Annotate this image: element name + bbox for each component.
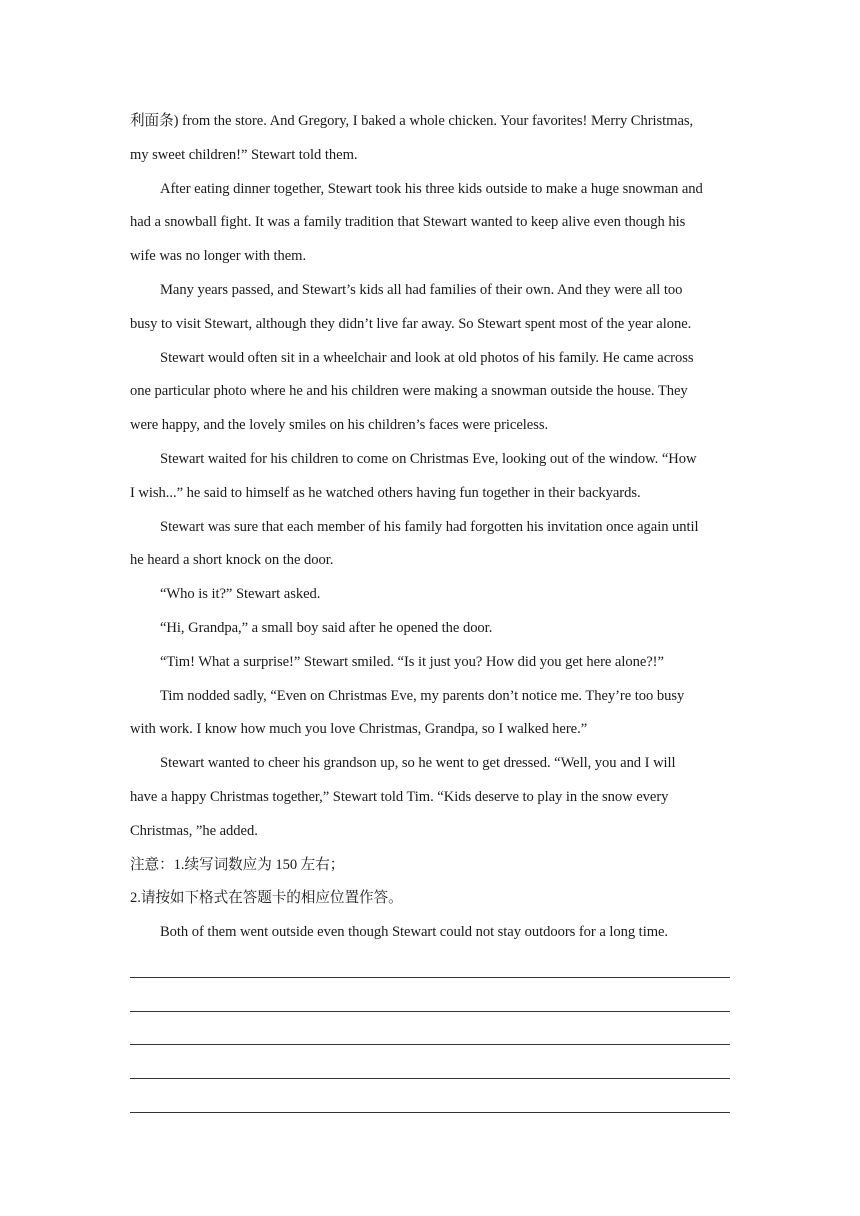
text-line: have a happy Christmas together,” Stewart told Tim. “Kids deserve to play in the snow every xyxy=(130,788,669,805)
answer-line[interactable] xyxy=(130,1018,730,1052)
text-line: busy to visit Stewart, although they didn’t live far away. So Stewart spent most of the year alone. xyxy=(130,315,692,332)
text-line: were happy, and the lovely smiles on his children’s faces were priceless. xyxy=(130,417,549,434)
answer-line[interactable] xyxy=(130,950,730,984)
document-page xyxy=(130,105,730,1119)
paragraph-start: Stewart was sure that each member of his family had forgotten his invitation once again until xyxy=(160,518,699,535)
text-line: one particular photo where he and his children were making a snowman outside the house. They xyxy=(130,383,688,400)
paragraph-start: “Tim! What a surprise!” Stewart smiled. “Is it just you? How did you get here alone?!” xyxy=(160,653,664,670)
text-line: wife was no longer with them. xyxy=(130,248,307,265)
paragraph-start: Tim nodded sadly, “Even on Christmas Eve, my parents don’t notice me. They’re too busy xyxy=(160,687,685,704)
note-line: 2.请按如下格式在答题卡的相应位置作答。 xyxy=(130,890,403,907)
text-line: had a snowball fight. It was a family tradition that Stewart wanted to keep alive even though his xyxy=(130,214,686,231)
paragraph-start: Stewart wanted to cheer his grandson up, so he went to get dressed. “Well, you and I will xyxy=(160,755,676,772)
text-line: he heard a short knock on the door. xyxy=(130,552,334,569)
paragraph-start: After eating dinner together, Stewart took his three kids outside to make a huge snowman and xyxy=(160,180,703,197)
answer-line[interactable] xyxy=(130,1051,730,1085)
text-line: my sweet children!” Stewart told them. xyxy=(130,146,358,163)
paragraph-start: Stewart waited for his children to come on Christmas Eve, looking out of the window. “How xyxy=(160,450,697,467)
paragraph-start: Stewart would often sit in a wheelchair and look at old photos of his family. He came across xyxy=(160,349,694,366)
answer-line[interactable] xyxy=(130,984,730,1018)
note-line: 注意：1.续写词数应为 150 左右； xyxy=(130,856,345,873)
text-line: I wish...” he said to himself as he watched others having fun together in their backyards. xyxy=(130,484,641,501)
continuation-prompt: Both of them went outside even though Stewart could not stay outdoors for a long time. xyxy=(160,924,669,941)
paragraph-start: “Who is it?” Stewart asked. xyxy=(160,586,321,603)
text-line: with work. I know how much you love Christmas, Grandpa, so I walked here.” xyxy=(130,721,588,738)
answer-line[interactable] xyxy=(130,1085,730,1119)
paragraph-start: “Hi, Grandpa,” a small boy said after he opened the door. xyxy=(160,619,493,636)
text-line: Christmas, ”he added. xyxy=(130,822,258,839)
paragraph-start: Many years passed, and Stewart’s kids all had families of their own. And they were all too xyxy=(160,281,683,298)
text-line: 利面条) from the store. And Gregory, I baked a whole chicken. Your favorites! Merry Christmas, xyxy=(130,113,694,129)
